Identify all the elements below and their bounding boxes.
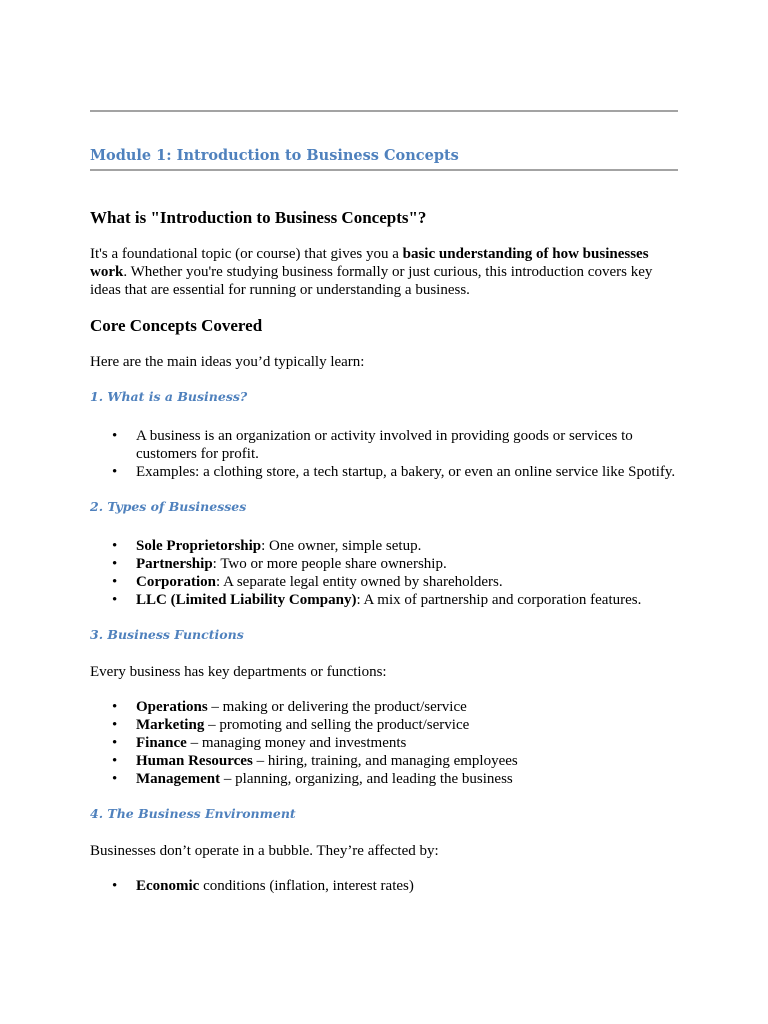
section-3-list (90, 698, 678, 788)
bullet-icon: • (112, 699, 118, 715)
list-item-desc: : A separate legal entity owned by shareholders. (216, 574, 503, 590)
list-item (90, 463, 678, 481)
bullet-icon: • (112, 464, 118, 480)
list-item-desc: : One owner, simple setup. (261, 538, 422, 554)
list-item-term: Management (136, 771, 221, 787)
list-item-term: Corporation (136, 574, 216, 590)
list-item-desc: – managing money and investments (186, 735, 407, 751)
heading-what-is: What is "Introduction to Business Concepts"? (90, 208, 427, 227)
list-item (90, 877, 678, 895)
bullet-icon: • (112, 556, 118, 572)
list-item-term: Marketing (136, 717, 205, 733)
list-item (90, 591, 678, 609)
list-item-term: Sole Proprietorship (136, 538, 262, 554)
list-item-term: Partnership (136, 556, 213, 572)
section-4-title: 4. The Business Environment (90, 806, 296, 821)
list-item (90, 716, 678, 734)
bullet-icon: • (112, 878, 118, 894)
section-1-title: 1. What is a Business? (90, 389, 248, 404)
list-item-term: LLC (Limited Liability Company) (136, 592, 357, 608)
list-item (90, 427, 678, 463)
section-3-intro: Every business has key departments or functions: (90, 664, 387, 680)
document-content (90, 110, 678, 895)
section-4-list (90, 877, 678, 895)
list-item-term: Operations (136, 699, 208, 715)
list-item-text: A business is an organization or activity involved in providing goods or services to customers for profit. (136, 428, 633, 462)
module-title: Module 1: Introduction to Business Concepts (90, 147, 459, 164)
intro-emphasis: basic understanding of how businesses work (90, 246, 649, 280)
title-underline (90, 169, 678, 171)
bullet-icon: • (112, 592, 118, 608)
bullet-icon: • (112, 538, 118, 554)
list-item-desc: – planning, organizing, and leading the business (220, 771, 513, 787)
list-item-desc: : Two or more people share ownership. (212, 556, 447, 572)
section-2-list (90, 537, 678, 609)
core-intro: Here are the main ideas you’d typically learn: (90, 354, 365, 370)
list-item (90, 752, 678, 770)
heading-core-concepts: Core Concepts Covered (90, 316, 263, 335)
list-item-desc: – promoting and selling the product/service (204, 717, 470, 733)
intro-text-end: . Whether you're studying business formally or just curious, this introduction covers key ideas that are essential for running or understanding a business. (90, 264, 653, 298)
bullet-icon: • (112, 717, 118, 733)
intro-paragraph (90, 245, 678, 299)
list-item-desc: – hiring, training, and managing employees (252, 753, 518, 769)
list-item (90, 537, 678, 555)
list-item-term: Human Resources (136, 753, 253, 769)
bullet-icon: • (112, 574, 118, 590)
list-item (90, 698, 678, 716)
top-rule (90, 110, 678, 112)
list-item-term: Economic (136, 878, 200, 894)
section-4-intro: Businesses don’t operate in a bubble. They’re affected by: (90, 843, 439, 859)
section-2-title: 2. Types of Businesses (90, 499, 247, 514)
list-item (90, 734, 678, 752)
bullet-icon: • (112, 753, 118, 769)
list-item-text: Examples: a clothing store, a tech startup, a bakery, or even an online service like Spotify. (136, 464, 676, 480)
list-item (90, 770, 678, 788)
list-item-term: Finance (136, 735, 187, 751)
section-3-title: 3. Business Functions (90, 627, 244, 642)
section-1-list (90, 427, 678, 481)
list-item-desc: – making or delivering the product/service (207, 699, 467, 715)
list-item-desc: : A mix of partnership and corporation features. (356, 592, 642, 608)
intro-text-start: It's a foundational topic (or course) that gives you a (90, 246, 403, 262)
bullet-icon: • (112, 771, 118, 787)
list-item (90, 555, 678, 573)
list-item-desc: conditions (inflation, interest rates) (199, 878, 414, 894)
list-item (90, 573, 678, 591)
bullet-icon: • (112, 735, 118, 751)
bullet-icon: • (112, 428, 118, 444)
